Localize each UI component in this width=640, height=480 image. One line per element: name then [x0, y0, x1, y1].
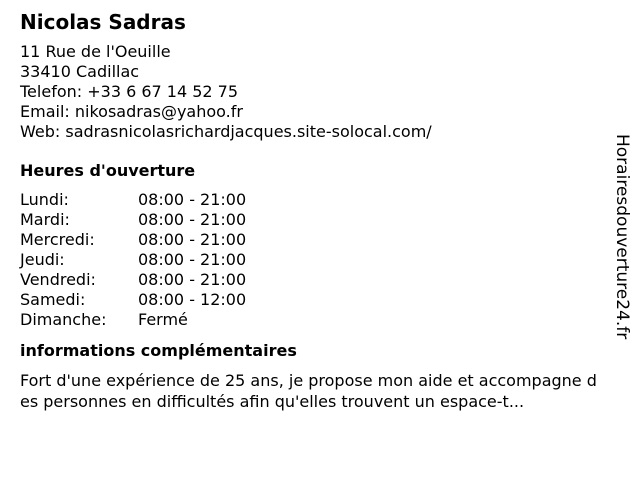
hours-time: 08:00 - 12:00: [138, 290, 247, 309]
hours-day: Mardi:: [20, 210, 70, 229]
hours-row-friday: [20, 270, 600, 290]
hours-title: Heures d'ouverture: [20, 161, 196, 180]
business-card: [20, 8, 600, 412]
hours-row-thursday: [20, 250, 600, 270]
hours-row-tuesday: [20, 210, 600, 230]
hours-time: Fermé: [138, 310, 188, 329]
hours-day: Lundi:: [20, 190, 69, 209]
hours-row-sunday: [20, 310, 600, 330]
hours-time: 08:00 - 21:00: [138, 250, 247, 269]
hours-day: Mercredi:: [20, 230, 95, 249]
info-description: Fort d'une expérience de 25 ans, je propose mon aide et accompagne des personnes en difficultés afin qu'elles trouvent un espace-t...: [20, 371, 597, 411]
hours-row-monday: [20, 190, 600, 210]
hours-row-saturday: [20, 290, 600, 310]
hours-time: 08:00 - 21:00: [138, 210, 247, 229]
email-line: Email: nikosadras@yahoo.fr: [20, 102, 243, 121]
address-street: 11 Rue de l'Oeuille: [20, 42, 171, 61]
address-city: 33410 Cadillac: [20, 62, 140, 81]
web-line: Web: sadrasnicolasrichardjacques.site-solocal.com/: [20, 122, 432, 141]
phone-line: Telefon: +33 6 67 14 52 75: [20, 82, 239, 101]
hours-time: 08:00 - 21:00: [138, 270, 247, 289]
hours-table: [20, 190, 600, 330]
hours-day: Dimanche:: [20, 310, 107, 329]
hours-day: Vendredi:: [20, 270, 96, 289]
hours-time: 08:00 - 21:00: [138, 190, 247, 209]
info-title: informations complémentaires: [20, 341, 297, 360]
hours-time: 08:00 - 21:00: [138, 230, 247, 249]
site-brand: Horairesdouverture24.fr: [612, 134, 632, 340]
hours-row-wednesday: [20, 230, 600, 250]
business-name: Nicolas Sadras: [20, 10, 186, 34]
hours-day: Jeudi:: [20, 250, 65, 269]
hours-day: Samedi:: [20, 290, 86, 309]
